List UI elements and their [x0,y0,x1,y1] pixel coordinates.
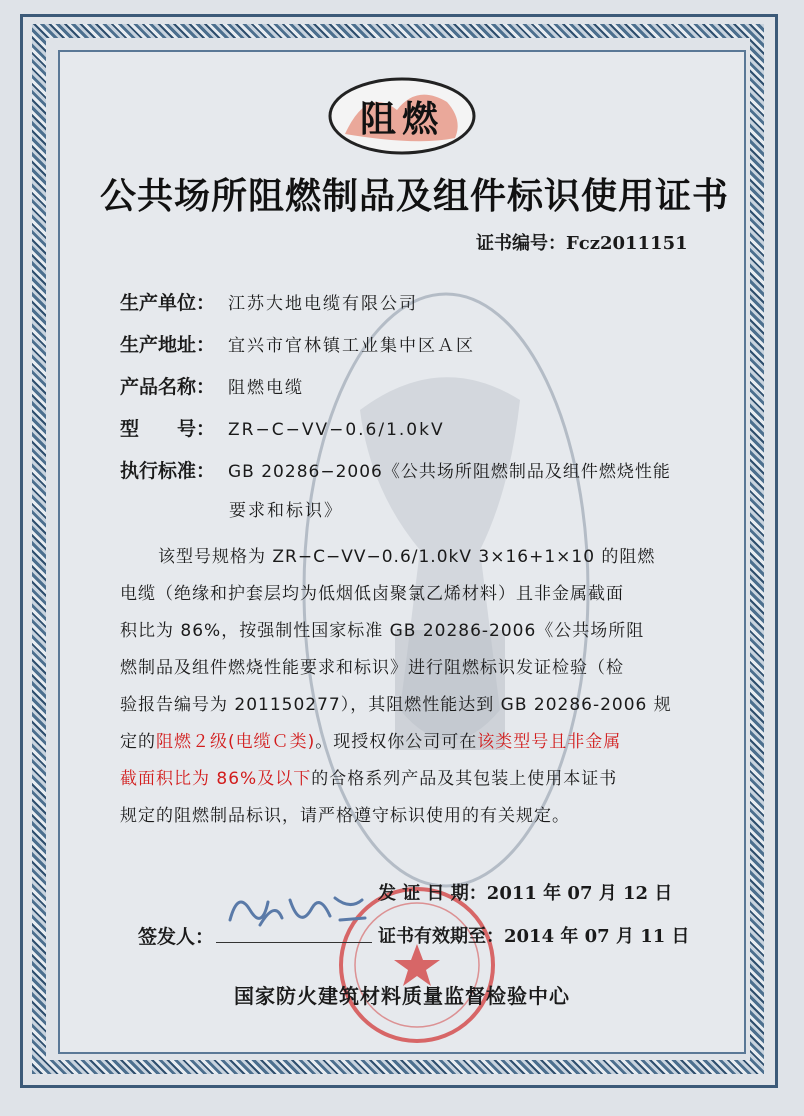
body-line: 该型号规格为 ZR−C−VV−0.6/1.0kV 3×16+1×10 的阻燃 [158,547,656,567]
body-line: 燃制品及组件燃烧性能要求和标识》进行阻燃标识发证检验（检 [120,658,624,678]
logo-text: 阻燃 [359,97,444,140]
field-manufacturer [120,288,418,315]
field-label: 型 号： [120,418,216,440]
highlight-scope: 该类型号且非金属 [477,732,622,752]
field-standard [120,456,671,483]
issue-date: 发 证 日 期：2011 年 07 月 12 日 [378,883,673,904]
field-value: ZR−C−VV−0.6/1.0kV [228,420,445,440]
highlight-scope: 截面积比为 86%及以下 [120,769,312,789]
signature-line [216,942,372,943]
issuing-authority: 国家防火建筑材料质量监督检验中心 [234,984,570,1008]
field-label: 产品名称： [120,376,216,398]
body-line [120,764,617,789]
field-label: 生产单位： [120,292,216,314]
field-value: GB 20286−2006《公共场所阻燃制品及组件燃烧性能 [228,462,671,482]
highlight-grade: 阻燃２级(电缆Ｃ类) [156,732,316,752]
handwritten-signature [220,880,370,942]
valid-until-date: 证书有效期至：2014 年 07 月 11 日 [378,926,690,947]
body-line: 规定的阻燃制品标识，请严格遵守标识使用的有关规定。 [120,806,570,826]
field-address [120,330,475,357]
body-line: 验报告编号为 201150277），其阻燃性能达到 GB 20286-2006 规 [120,695,672,715]
signer-label: 签发人： [138,926,215,948]
body-line: 电缆（绝缘和护套层均为低烟低卤聚氯乙烯材料）且非金属截面 [120,584,624,604]
certificate-number: 证书编号：Fcz2011151 [476,233,688,254]
field-model [120,414,445,441]
field-value: 阻燃电缆 [228,378,304,398]
field-label: 生产地址： [120,334,216,356]
field-value: 江苏大地电缆有限公司 [228,294,418,314]
body-line: 积比为 86%，按强制性国家标准 GB 20286-2006《公共场所阻 [120,621,645,641]
field-product-name [120,372,304,399]
field-label: 执行标准： [120,460,216,482]
body-text: 。现授权你公司可在 [315,732,478,752]
certificate-title: 公共场所阻燃制品及组件标识使用证书 [100,175,730,217]
body-text: 定的 [120,732,156,752]
body-line [120,727,621,752]
standard-continuation: 要求和标识》 [229,501,343,521]
body-text: 的合格系列产品及其包装上使用本证书 [311,769,618,789]
field-value: 宜兴市官林镇工业集中区Ａ区 [228,336,475,356]
fire-retardant-logo [327,76,477,156]
